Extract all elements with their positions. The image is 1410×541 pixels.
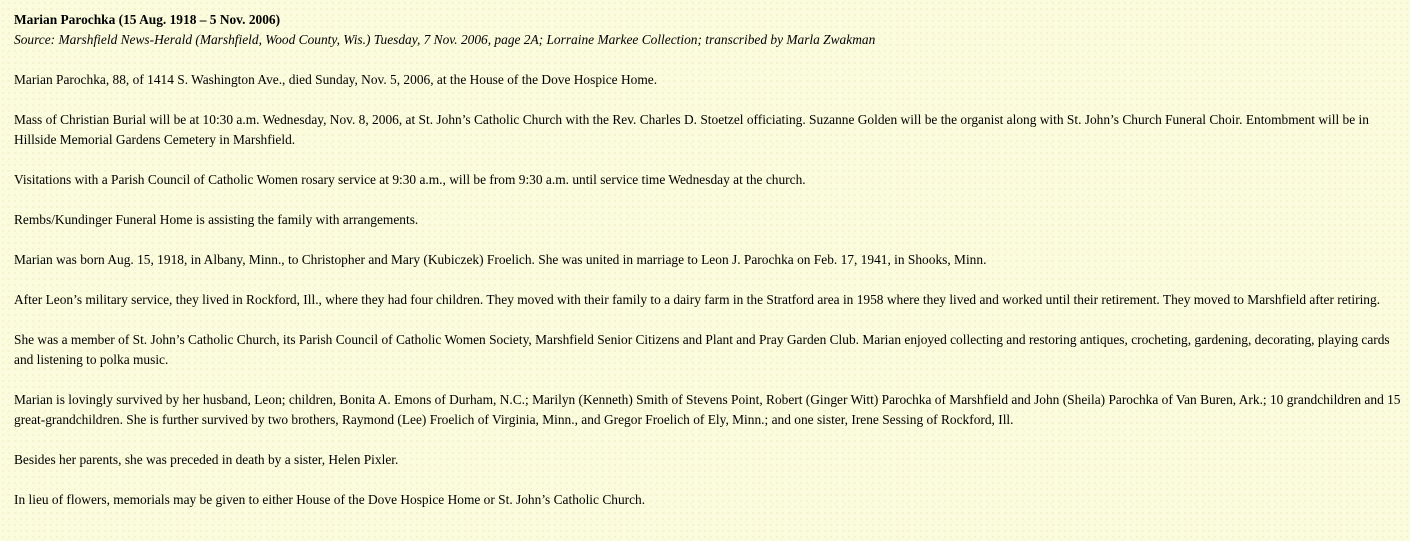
paragraph-memorials: In lieu of flowers, memorials may be given to either House of the Dove Hospice Home or St. John’s Catholic Church. [14, 492, 646, 507]
obituary-article [14, 10, 1404, 510]
paragraph-mass: Mass of Christian Burial will be at 10:30 a.m. Wednesday, Nov. 8, 2006, at St. John’s Catholic Church with the Rev. Charles D. Stoetzel officiating. Suzanne Golden will be the organist along with St. John’s Church Funeral Choir. Entombment will be in Hillside Memorial Gardens Cemetery in Marshfield. [14, 112, 1369, 147]
paragraph-visitation: Visitations with a Parish Council of Catholic Women rosary service at 9:30 a.m., will be from 9:30 a.m. until service time Wednesday at the church. [14, 172, 806, 187]
paragraph-survivors: Marian is lovingly survived by her husband, Leon; children, Bonita A. Emons of Durham, N.C.; Marilyn (Kenneth) Smith of Stevens Point, Robert (Ginger Witt) Parochka of Marshfield and John (Sheila) Parochka of Van Buren, Ark.; 10 grandchildren and 15 great-grandchildren. She is further survived by two brothers, Raymond (Lee) Froelich of Virginia, Minn., and Gregor Froelich of Ely, Minn.; and one sister, Irene Sessing of Rockford, Ill. [14, 392, 1401, 427]
paragraph-funeral-home: Rembs/Kundinger Funeral Home is assisting the family with arrangements. [14, 212, 419, 227]
paragraph-life-history: After Leon’s military service, they lived in Rockford, Ill., where they had four children. They moved with their family to a dairy farm in the Stratford area in 1958 where they lived and worked until their retirement. They moved to Marshfield after retiring. [14, 292, 1381, 307]
paragraph-birth-marriage: Marian was born Aug. 15, 1918, in Albany, Minn., to Christopher and Mary (Kubiczek) Froelich. She was united in marriage to Leon J. Parochka on Feb. 17, 1941, in Shooks, Minn. [14, 252, 987, 267]
obituary-title: Marian Parochka (15 Aug. 1918 – 5 Nov. 2006) [14, 12, 281, 27]
paragraph-death-notice: Marian Parochka, 88, of 1414 S. Washington Ave., died Sunday, Nov. 5, 2006, at the House of the Dove Hospice Home. [14, 72, 658, 87]
source-citation: Source: Marshfield News-Herald (Marshfield, Wood County, Wis.) Tuesday, 7 Nov. 2006, page 2A; Lorraine Markee Collection; transcribed by Marla Zwakman [14, 32, 876, 47]
paragraph-preceded: Besides her parents, she was preceded in death by a sister, Helen Pixler. [14, 452, 399, 467]
paragraph-memberships: She was a member of St. John’s Catholic Church, its Parish Council of Catholic Women Society, Marshfield Senior Citizens and Plant and Pray Garden Club. Marian enjoyed collecting and restoring antiques, crocheting, gardening, decorating, playing cards and listening to polka music. [14, 332, 1390, 367]
